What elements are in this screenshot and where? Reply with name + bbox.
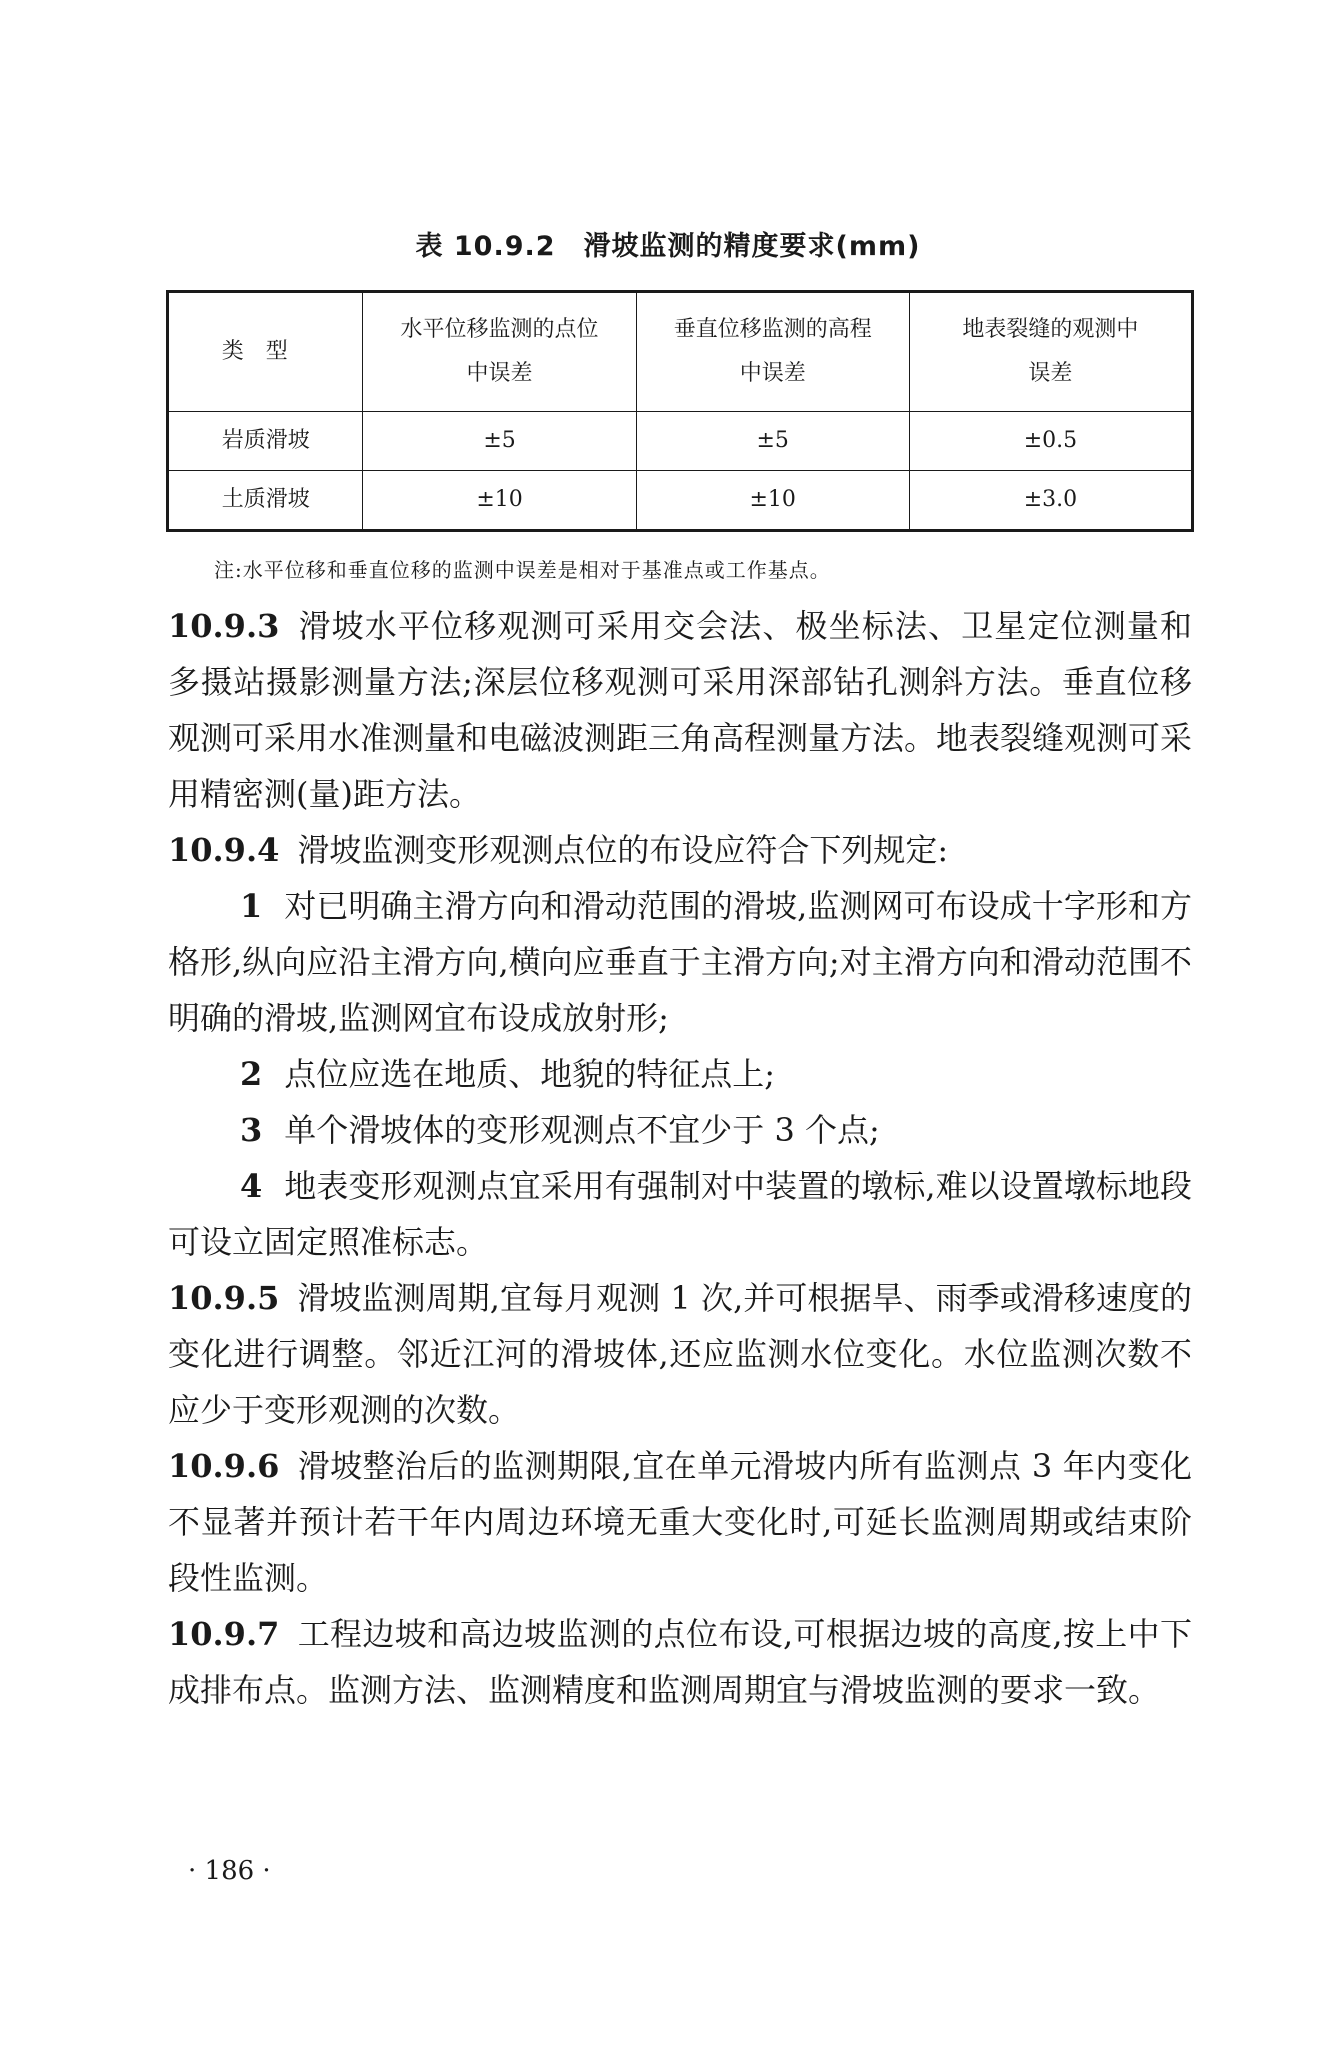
clause-number: 10.9.3	[168, 607, 280, 645]
header-type: 类型	[168, 292, 363, 412]
page-number: · 186 ·	[188, 1856, 271, 1886]
header-vertical: 垂直位移监测的高程 中误差	[636, 292, 909, 412]
table-row	[168, 471, 1193, 531]
cell-type: 岩质滑坡	[168, 412, 363, 471]
clause-10-9-6	[168, 1438, 1192, 1606]
table-caption: 滑坡监测的精度要求(mm)	[583, 231, 921, 262]
item-number: 4	[240, 1167, 263, 1205]
item-text: 地表变形观测点宜采用有强制对中装置的墩标,难以设置墩标地段可设立固定照准标志。	[168, 1167, 1192, 1261]
cell-horizontal: ±5	[363, 412, 636, 471]
item-number: 3	[240, 1111, 263, 1149]
clause-10-9-5	[168, 1270, 1192, 1438]
table-header-row	[168, 292, 1193, 412]
item-text: 单个滑坡体的变形观测点不宜少于 3 个点;	[284, 1111, 880, 1149]
clause-number: 10.9.6	[168, 1447, 280, 1485]
body-text	[168, 598, 1192, 1718]
list-item	[168, 878, 1192, 1046]
cell-vertical: ±5	[636, 412, 909, 471]
clause-10-9-3	[168, 598, 1192, 822]
header-crack: 地表裂缝的观测中 误差	[909, 292, 1192, 412]
cell-vertical: ±10	[636, 471, 909, 531]
clause-text: 滑坡水平位移观测可采用交会法、极坐标法、卫星定位测量和多摄站摄影测量方法;深层位移观测可采用深部钻孔测斜方法。垂直位移观测可采用水准测量和电磁波测距三角高程测量方法。地表裂缝观测可采用精密测(量)距方法。	[168, 607, 1193, 813]
table-row	[168, 412, 1193, 471]
cell-type: 土质滑坡	[168, 471, 363, 531]
clause-text: 工程边坡和高边坡监测的点位布设,可根据边坡的高度,按上中下成排布点。监测方法、监测精度和监测周期宜与滑坡监测的要求一致。	[168, 1615, 1192, 1709]
table-title	[0, 224, 1336, 263]
table-number: 表 10.9.2	[415, 231, 556, 262]
list-item	[168, 1046, 1192, 1102]
clause-number: 10.9.5	[168, 1279, 280, 1317]
item-number: 2	[240, 1055, 263, 1093]
table-note: 注:水平位移和垂直位移的监测中误差是相对于基准点或工作基点。	[214, 558, 831, 582]
clause-number: 10.9.7	[168, 1615, 280, 1653]
item-number: 1	[240, 887, 263, 925]
item-text: 点位应选在地质、地貌的特征点上;	[284, 1055, 776, 1093]
clause-text: 滑坡监测变形观测点位的布设应符合下列规定:	[297, 831, 949, 869]
clause-number: 10.9.4	[168, 831, 280, 869]
header-horizontal: 水平位移监测的点位 中误差	[363, 292, 636, 412]
list-item	[168, 1102, 1192, 1158]
clause-10-9-4	[168, 822, 1192, 878]
clause-text: 滑坡整治后的监测期限,宜在单元滑坡内所有监测点 3 年内变化不显著并预计若干年内周边环境无重大变化时,可延长监测周期或结束阶段性监测。	[168, 1447, 1192, 1597]
cell-crack: ±3.0	[909, 471, 1192, 531]
list-item	[168, 1158, 1192, 1270]
cell-crack: ±0.5	[909, 412, 1192, 471]
clause-text: 滑坡监测周期,宜每月观测 1 次,并可根据旱、雨季或滑移速度的变化进行调整。邻近江河的滑坡体,还应监测水位变化。水位监测次数不应少于变形观测的次数。	[168, 1279, 1192, 1429]
clause-10-9-7	[168, 1606, 1192, 1718]
item-text: 对已明确主滑方向和滑动范围的滑坡,监测网可布设成十字形和方格形,纵向应沿主滑方向,横向应垂直于主滑方向;对主滑方向和滑动范围不明确的滑坡,监测网宜布设成放射形;	[168, 887, 1192, 1037]
cell-horizontal: ±10	[363, 471, 636, 531]
precision-table	[166, 290, 1194, 532]
